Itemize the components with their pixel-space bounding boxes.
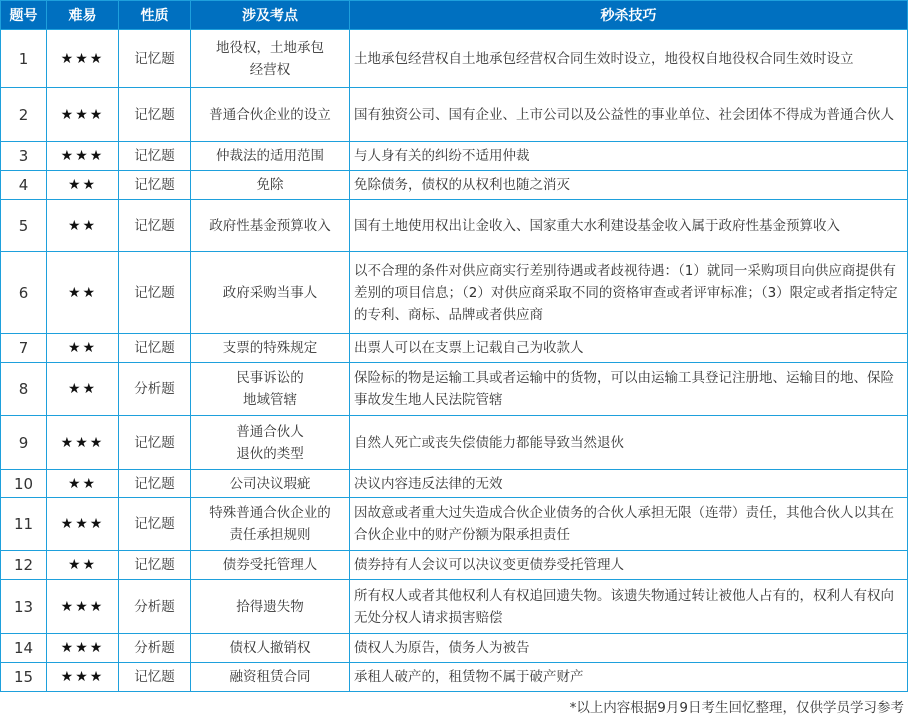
question-type-cell: 分析题 xyxy=(119,580,191,634)
question-number-cell: 4 xyxy=(1,171,47,200)
table-row xyxy=(1,171,908,200)
question-type-cell: 记忆题 xyxy=(119,551,191,580)
quick-tip-cell: 承租人破产的，租赁物不属于破产财产 xyxy=(350,663,908,692)
header-quick-tip: 秒杀技巧 xyxy=(350,1,908,30)
topic-cell xyxy=(191,30,350,88)
question-type-cell: 记忆题 xyxy=(119,334,191,363)
question-type-cell: 记忆题 xyxy=(119,30,191,88)
difficulty-stars: ★★ xyxy=(47,200,119,252)
topic-cell xyxy=(191,363,350,416)
topic-line: 地役权，土地承包 xyxy=(216,39,324,56)
question-number-cell: 11 xyxy=(1,498,47,551)
topic-cell: 仲裁法的适用范围 xyxy=(191,142,350,171)
difficulty-stars: ★★ xyxy=(47,252,119,334)
difficulty-stars: ★★★ xyxy=(47,30,119,88)
quick-tip-cell: 国有土地使用权出让金收入、国家重大水利建设基金收入属于政府性基金预算收入 xyxy=(350,200,908,252)
difficulty-stars: ★★★ xyxy=(47,88,119,142)
question-type-cell: 记忆题 xyxy=(119,470,191,498)
difficulty-stars: ★★ xyxy=(47,470,119,498)
topic-line: 特殊普通合伙企业的 xyxy=(209,505,331,521)
quick-tip-cell: 土地承包经营权自土地承包经营权合同生效时设立，地役权自地役权合同生效时设立 xyxy=(350,30,908,88)
quick-tip-cell: 与人身有关的纠纷不适用仲裁 xyxy=(350,142,908,171)
topic-cell: 普通合伙企业的设立 xyxy=(191,88,350,142)
question-type-cell: 记忆题 xyxy=(119,88,191,142)
difficulty-stars: ★★★ xyxy=(47,498,119,551)
topic-cell: 政府性基金预算收入 xyxy=(191,200,350,252)
topic-line: 退伙的类型 xyxy=(236,445,304,462)
topic-cell: 政府采购当事人 xyxy=(191,252,350,334)
question-type-cell: 记忆题 xyxy=(119,663,191,692)
question-number-cell: 6 xyxy=(1,252,47,334)
difficulty-stars: ★★★ xyxy=(47,663,119,692)
topic-cell: 支票的特殊规定 xyxy=(191,334,350,363)
difficulty-stars: ★★ xyxy=(47,551,119,580)
topic-cell xyxy=(191,416,350,470)
question-type-cell: 分析题 xyxy=(119,634,191,663)
topic-line: 民事诉讼的 xyxy=(236,370,304,386)
difficulty-stars: ★★ xyxy=(47,334,119,363)
quick-tip-cell: 以不合理的条件对供应商实行差别待遇或者歧视待遇：（1）就同一采购项目向供应商提供有差别的项目信息；（2）对供应商采取不同的资格审查或者评审标准；（3）限定或者指定特定的专利、商标、品牌或者供应商 xyxy=(350,252,908,334)
question-type-cell: 记忆题 xyxy=(119,498,191,551)
table-row xyxy=(1,663,908,692)
table-row xyxy=(1,634,908,663)
quick-tip-cell: 自然人死亡或丧失偿债能力都能导致当然退伙 xyxy=(350,416,908,470)
table-row xyxy=(1,470,908,498)
topic-cell: 免除 xyxy=(191,171,350,200)
table-row xyxy=(1,363,908,416)
topic-cell xyxy=(191,498,350,551)
quick-tip-cell: 所有权人或者其他权利人有权追回遗失物。该遗失物通过转让被他人占有的，权利人有权向无处分权人请求损害赔偿 xyxy=(350,580,908,634)
table-header-row xyxy=(1,1,908,30)
question-number-cell: 13 xyxy=(1,580,47,634)
question-number-cell: 7 xyxy=(1,334,47,363)
header-difficulty: 难易 xyxy=(47,1,119,30)
question-number-cell: 14 xyxy=(1,634,47,663)
question-number-cell: 2 xyxy=(1,88,47,142)
question-number-cell: 10 xyxy=(1,470,47,498)
question-number-cell: 5 xyxy=(1,200,47,252)
question-number-cell: 15 xyxy=(1,663,47,692)
topic-cell: 拾得遗失物 xyxy=(191,580,350,634)
question-type-cell: 记忆题 xyxy=(119,252,191,334)
topic-line: 普通合伙人 xyxy=(236,423,304,440)
table-row xyxy=(1,498,908,551)
table-row xyxy=(1,200,908,252)
table-row xyxy=(1,334,908,363)
footer-note: *以上内容根据9月9日考生回忆整理，仅供学员学习参考 xyxy=(569,700,904,716)
question-number-cell: 9 xyxy=(1,416,47,470)
quick-tip-cell: 债权人为原告，债务人为被告 xyxy=(350,634,908,663)
header-topic: 涉及考点 xyxy=(191,1,350,30)
topic-line: 经营权 xyxy=(249,61,291,78)
topic-cell: 债权人撤销权 xyxy=(191,634,350,663)
table-body xyxy=(1,30,908,692)
quick-tip-cell: 出票人可以在支票上记载自己为收款人 xyxy=(350,334,908,363)
question-type-cell: 记忆题 xyxy=(119,171,191,200)
topic-line: 地域管辖 xyxy=(243,392,297,408)
question-type-cell: 记忆题 xyxy=(119,142,191,171)
quick-tip-cell: 保险标的物是运输工具或者运输中的货物，可以由运输工具登记注册地、运输目的地、保险事故发生地人民法院管辖 xyxy=(350,363,908,416)
table-row xyxy=(1,30,908,88)
table-row xyxy=(1,88,908,142)
question-type-cell: 记忆题 xyxy=(119,200,191,252)
topic-cell: 债券受托管理人 xyxy=(191,551,350,580)
topic-cell: 融资租赁合同 xyxy=(191,663,350,692)
question-number-cell: 8 xyxy=(1,363,47,416)
difficulty-stars: ★★★ xyxy=(47,634,119,663)
question-number-cell: 12 xyxy=(1,551,47,580)
question-number-cell: 1 xyxy=(1,30,47,88)
table-row xyxy=(1,252,908,334)
quick-tip-cell: 决议内容违反法律的无效 xyxy=(350,470,908,498)
difficulty-stars: ★★★ xyxy=(47,416,119,470)
table-row xyxy=(1,580,908,634)
header-question-type: 性质 xyxy=(119,1,191,30)
table-row xyxy=(1,551,908,580)
header-question-number: 题号 xyxy=(1,1,47,30)
topic-cell: 公司决议瑕疵 xyxy=(191,470,350,498)
question-number-cell: 3 xyxy=(1,142,47,171)
quick-tip-cell: 因故意或者重大过失造成合伙企业债务的合伙人承担无限（连带）责任，其他合伙人以其在合伙企业中的财产份额为限承担责任 xyxy=(350,498,908,551)
difficulty-stars: ★★★ xyxy=(47,580,119,634)
quick-tip-cell: 国有独资公司、国有企业、上市公司以及公益性的事业单位、社会团体不得成为普通合伙人 xyxy=(350,88,908,142)
topic-line: 责任承担规则 xyxy=(229,527,311,543)
table-row xyxy=(1,142,908,171)
difficulty-stars: ★★ xyxy=(47,171,119,200)
difficulty-stars: ★★ xyxy=(47,363,119,416)
quick-tip-cell: 债券持有人会议可以决议变更债券受托管理人 xyxy=(350,551,908,580)
question-type-cell: 记忆题 xyxy=(119,416,191,470)
quick-tip-cell: 免除债务，债权的从权利也随之消灭 xyxy=(350,171,908,200)
question-type-cell: 分析题 xyxy=(119,363,191,416)
table-row xyxy=(1,416,908,470)
difficulty-stars: ★★★ xyxy=(47,142,119,171)
